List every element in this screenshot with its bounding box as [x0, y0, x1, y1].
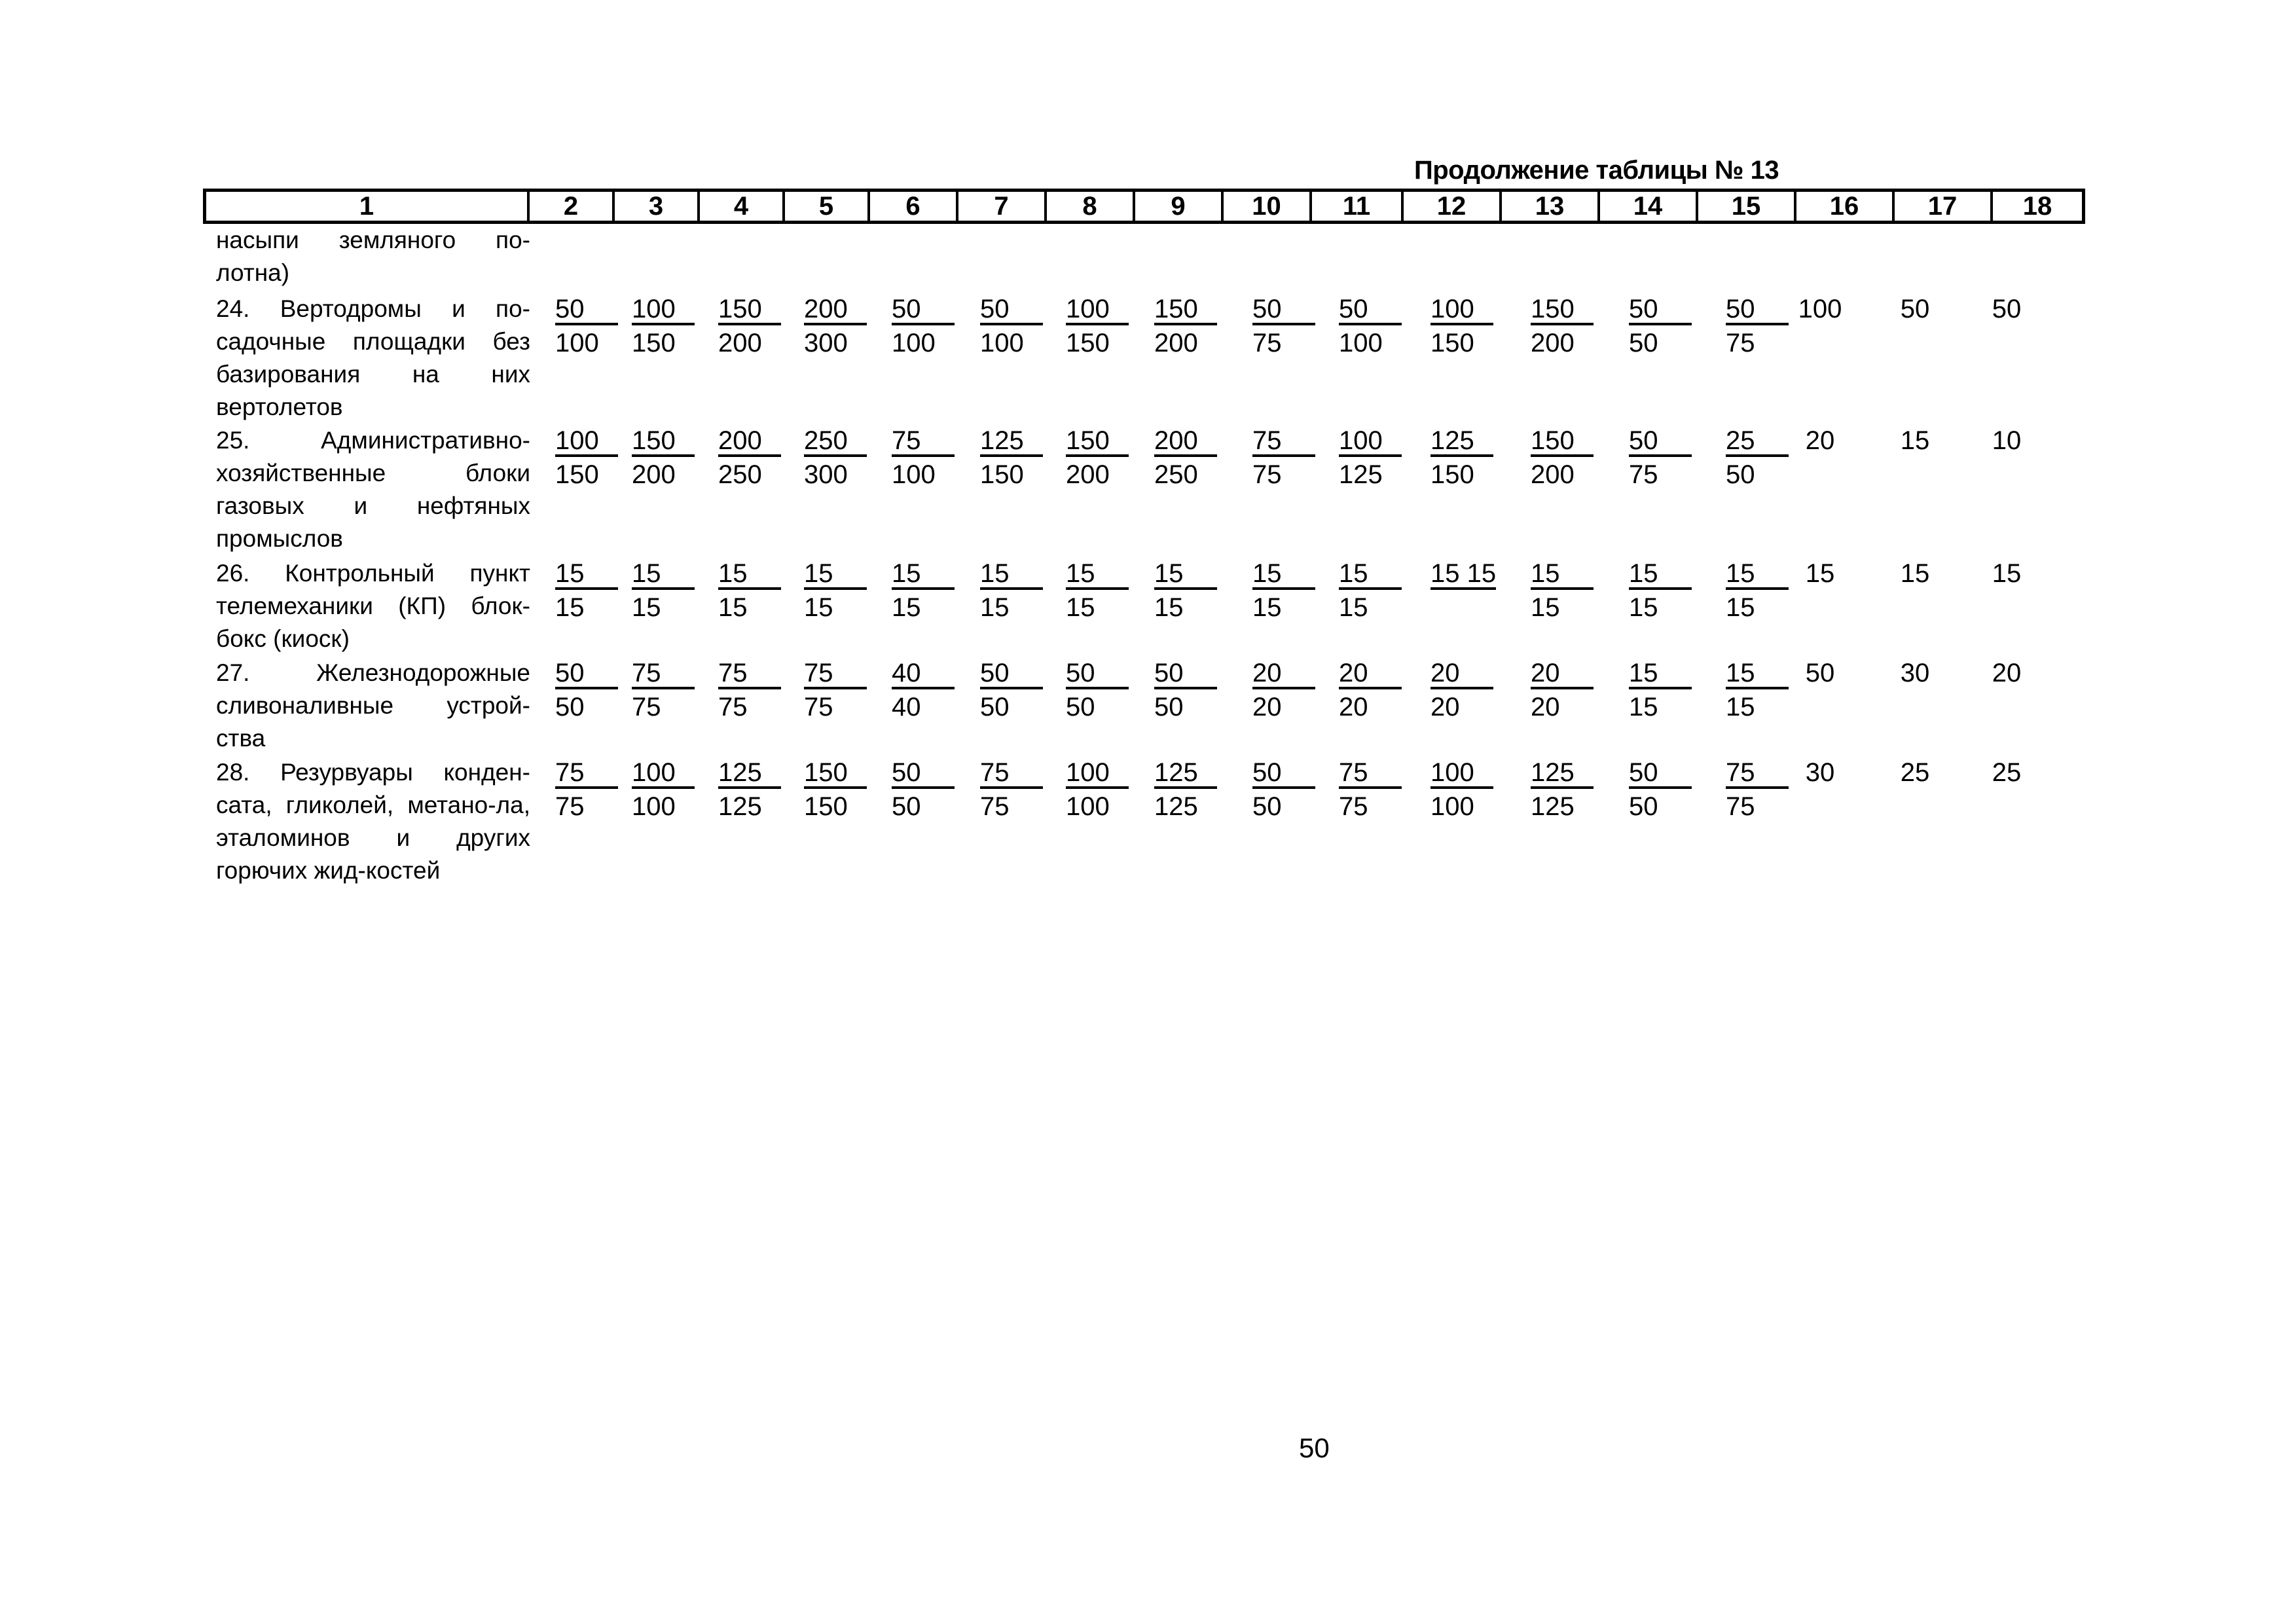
value-cell: 50: [1900, 295, 1930, 323]
fraction-cell: [892, 756, 955, 824]
fraction-cell: [892, 557, 955, 625]
fraction-denominator: 20: [1339, 693, 1368, 721]
fraction-cell: [1629, 424, 1692, 492]
value-cell: 100: [1798, 295, 1842, 323]
fraction-denominator: 125: [1154, 792, 1198, 821]
header-col-13: 13: [1499, 192, 1597, 221]
fraction-numerator: 15: [1339, 560, 1402, 590]
fraction-numerator: 100: [632, 759, 695, 789]
fraction-denominator: 75: [555, 792, 585, 821]
header-col-14: 14: [1597, 192, 1696, 221]
fraction-numerator: 200: [804, 295, 867, 325]
fraction-numerator: 150: [1531, 295, 1594, 325]
fraction-denominator: 75: [980, 792, 1010, 821]
fraction-numerator: 25: [1726, 427, 1789, 457]
value-cell: 30: [1900, 659, 1930, 687]
fraction-numerator: 50: [1252, 295, 1315, 325]
fraction-numerator: 15: [1252, 560, 1315, 590]
fraction-numerator: 50: [1252, 759, 1315, 789]
fraction-numerator: 15: [1531, 560, 1594, 590]
fraction-denominator: 15: [1726, 693, 1755, 721]
fraction-denominator: 200: [1531, 329, 1575, 357]
fraction-denominator: 100: [1430, 792, 1474, 821]
row-label: 26. Контрольный пункт телемеханики (КП) блок-бокс (киоск): [216, 560, 530, 652]
fraction-numerator: 50: [980, 295, 1043, 325]
fraction-cell: [892, 657, 955, 725]
fraction-numerator: 15: [1629, 560, 1692, 590]
fraction-denominator: 150: [555, 460, 599, 489]
value-cell: 15: [1805, 559, 1835, 588]
fraction-cell: [718, 756, 781, 824]
fraction-cell: [1154, 756, 1217, 824]
fraction-cell: [1252, 293, 1315, 361]
fraction-denominator: 75: [804, 693, 833, 721]
continued-row-label: насыпи земляного по-лотна): [216, 227, 530, 286]
fraction-denominator: 100: [555, 329, 599, 357]
fraction-cell: [980, 756, 1043, 824]
fraction-denominator: 15: [632, 593, 661, 622]
fraction-cell: [555, 657, 618, 725]
value-cell: 50: [1992, 295, 2022, 323]
fraction-numerator: 50: [1726, 295, 1789, 325]
header-col-4: 4: [697, 192, 782, 221]
fraction-numerator: 125: [1430, 427, 1493, 457]
fraction-cell: [1726, 557, 1789, 625]
fraction-numerator: 100: [632, 295, 695, 325]
fraction-numerator: 150: [1531, 427, 1594, 457]
fraction-denominator: 50: [980, 693, 1010, 721]
fraction-cell: [1066, 657, 1129, 725]
fraction-numerator: 75: [1339, 759, 1402, 789]
header-col-9: 9: [1133, 192, 1221, 221]
fraction-numerator: 125: [980, 427, 1043, 457]
fraction-cell: [1531, 657, 1594, 725]
fraction-denominator: 100: [892, 329, 936, 357]
value-cell: 15: [1900, 559, 1930, 588]
fraction-cell: [804, 293, 867, 361]
fraction-numerator: 15: [1629, 659, 1692, 689]
fraction-denominator: 200: [1066, 460, 1110, 489]
fraction-cell: [1339, 756, 1402, 824]
fraction-cell: [1154, 424, 1217, 492]
fraction-denominator: 200: [1154, 329, 1198, 357]
fraction-numerator: 100: [1339, 427, 1402, 457]
header-col-7: 7: [956, 192, 1044, 221]
header-col-15: 15: [1696, 192, 1794, 221]
fraction-denominator: 50: [1252, 792, 1282, 821]
fraction-numerator: 100: [1066, 759, 1129, 789]
fraction-numerator: 150: [1154, 295, 1217, 325]
table-header-row: [203, 189, 2085, 224]
fraction-cell: [980, 557, 1043, 625]
fraction-denominator: 150: [632, 329, 676, 357]
fraction-denominator: 20: [1252, 693, 1282, 721]
fraction-numerator: 50: [1339, 295, 1402, 325]
fraction-denominator: 100: [892, 460, 936, 489]
fraction-numerator: 50: [555, 659, 618, 689]
fraction-cell: [804, 657, 867, 725]
fraction-cell: [1629, 557, 1692, 625]
fraction-denominator: 15: [1339, 593, 1368, 622]
value-cell: 30: [1805, 758, 1835, 787]
fraction-denominator: 150: [804, 792, 848, 821]
fraction-denominator: 75: [1629, 460, 1658, 489]
fraction-cell: [1430, 293, 1493, 361]
header-col-11: 11: [1309, 192, 1401, 221]
fraction-cell: [632, 293, 695, 361]
fraction-denominator: 20: [1430, 693, 1460, 721]
fraction-cell: [1430, 557, 1496, 590]
fraction-numerator: 15: [980, 560, 1043, 590]
fraction-numerator: 40: [892, 659, 955, 689]
header-col-1: 1: [359, 192, 374, 221]
fraction-denominator: 15: [1066, 593, 1095, 622]
fraction-denominator: 75: [632, 693, 661, 721]
fraction-cell: [892, 293, 955, 361]
fraction-cell: [632, 424, 695, 492]
fraction-denominator: 50: [1629, 329, 1658, 357]
fraction-numerator: 50: [555, 295, 618, 325]
fraction-denominator: 15: [1629, 593, 1658, 622]
fraction-denominator: 15: [804, 593, 833, 622]
fraction-cell: [1726, 293, 1789, 361]
fraction-denominator: 75: [718, 693, 748, 721]
fraction-cell: [1531, 756, 1594, 824]
fraction-numerator: 20: [1339, 659, 1402, 689]
fraction-numerator: 15: [555, 560, 618, 590]
fraction-cell: [1339, 657, 1402, 725]
fraction-denominator: 125: [718, 792, 762, 821]
fraction-denominator: 75: [1339, 792, 1368, 821]
fraction-numerator: 100: [555, 427, 618, 457]
fraction-cell: [804, 424, 867, 492]
fraction-cell: [632, 756, 695, 824]
fraction-denominator: 150: [1066, 329, 1110, 357]
fraction-numerator: 200: [1154, 427, 1217, 457]
fraction-numerator: 125: [1154, 759, 1217, 789]
fraction-cell: [555, 293, 618, 361]
fraction-cell: [1629, 657, 1692, 725]
fraction-cell: [1531, 293, 1594, 361]
fraction-cell: [1430, 657, 1493, 725]
fraction-numerator: 20: [1252, 659, 1315, 689]
fraction-numerator: 150: [804, 759, 867, 789]
fraction-denominator: 200: [632, 460, 676, 489]
fraction-numerator: 75: [555, 759, 618, 789]
fraction-denominator: 15: [1154, 593, 1184, 622]
fraction-numerator: 75: [980, 759, 1043, 789]
fraction-denominator: 15: [1252, 593, 1282, 622]
value-cell: 25: [1900, 758, 1930, 787]
fraction-cell: [1430, 424, 1493, 492]
fraction-numerator: 100: [1066, 295, 1129, 325]
fraction-cell: [555, 424, 618, 492]
fraction-numerator: 100: [1430, 295, 1493, 325]
fraction-numerator: 125: [1531, 759, 1594, 789]
fraction-denominator: 200: [718, 329, 762, 357]
fraction-numerator: 250: [804, 427, 867, 457]
fraction-numerator: 20: [1430, 659, 1493, 689]
fraction-numerator: 50: [1629, 427, 1692, 457]
fraction-cell: [1154, 657, 1217, 725]
fraction-numerator: 50: [892, 295, 955, 325]
fraction-denominator: 15: [892, 593, 921, 622]
fraction-denominator: 300: [804, 460, 848, 489]
fraction-numerator: 75: [892, 427, 955, 457]
fraction-denominator: 15: [1726, 593, 1755, 622]
fraction-denominator: 50: [892, 792, 921, 821]
fraction-numerator: 15: [1726, 560, 1789, 590]
header-col-2: 2: [527, 192, 612, 221]
value-cell: 20: [1992, 659, 2022, 687]
fraction-denominator: 250: [718, 460, 762, 489]
value-cell: 25: [1992, 758, 2022, 787]
fraction-numerator: 150: [718, 295, 781, 325]
fraction-denominator: 125: [1339, 460, 1383, 489]
fraction-cell: [1252, 424, 1315, 492]
page-number: 50: [1299, 1432, 1330, 1463]
fraction-denominator: 75: [1726, 329, 1755, 357]
fraction-cell: [718, 657, 781, 725]
fraction-numerator: 15: [718, 560, 781, 590]
fraction-cell: [1339, 293, 1402, 361]
fraction-numerator: 15: [632, 560, 695, 590]
row-label: 28. Резурвуары конден-сата, гликолей, метано-ла, эталоминов и других горючих жид-костей: [216, 759, 530, 884]
fraction-cell: [1252, 657, 1315, 725]
fraction-cell: [555, 557, 618, 625]
fraction-cell: [1531, 424, 1594, 492]
fraction-numerator: 50: [1066, 659, 1129, 689]
fraction-cell: [555, 756, 618, 824]
fraction-cell: [632, 557, 695, 625]
fraction-numerator: 50: [892, 759, 955, 789]
fraction-numerator: 15: [1154, 560, 1217, 590]
fraction-cell: [718, 424, 781, 492]
fraction-cell: [804, 557, 867, 625]
fraction-denominator: 250: [1154, 460, 1198, 489]
fraction-cell: [1339, 424, 1402, 492]
fraction-cell: [1531, 557, 1594, 625]
value-cell: 20: [1805, 426, 1835, 455]
value-cell: 15: [1992, 559, 2022, 588]
fraction-denominator: 200: [1531, 460, 1575, 489]
fraction-numerator: 15: [1066, 560, 1129, 590]
fraction-denominator: 300: [804, 329, 848, 357]
fraction-denominator: 100: [1066, 792, 1110, 821]
fraction-denominator: 50: [1726, 460, 1755, 489]
fraction-cell: [980, 424, 1043, 492]
fraction-numerator: 15: [1726, 659, 1789, 689]
fraction-cell: [1339, 557, 1402, 625]
fraction-denominator: 50: [555, 693, 585, 721]
fraction-denominator: 125: [1531, 792, 1575, 821]
header-col-6: 6: [867, 192, 956, 221]
fraction-denominator: 50: [1629, 792, 1658, 821]
fraction-cell: [1066, 424, 1129, 492]
fraction-denominator: 100: [632, 792, 676, 821]
fraction-numerator: 15: [892, 560, 955, 590]
header-col-8: 8: [1044, 192, 1133, 221]
header-col-10: 10: [1221, 192, 1309, 221]
fraction-cell: [632, 657, 695, 725]
fraction-cell: [1726, 756, 1789, 824]
fraction-denominator: 100: [1339, 329, 1383, 357]
fraction-numerator: 50: [1629, 295, 1692, 325]
header-col-3: 3: [612, 192, 697, 221]
fraction-cell: [980, 657, 1043, 725]
header-col-12: 12: [1401, 192, 1499, 221]
fraction-denominator: 15: [718, 593, 748, 622]
fraction-denominator: 15: [1629, 693, 1658, 721]
fraction-numerator: 50: [980, 659, 1043, 689]
fraction-denominator: 40: [892, 693, 921, 721]
fraction-denominator: 75: [1252, 329, 1282, 357]
fraction-cell: [1066, 557, 1129, 625]
row-label: 25. Административно-хозяйственные блоки газовых и нефтяных промыслов: [216, 427, 530, 552]
fraction-numerator: 150: [1066, 427, 1129, 457]
fraction-cell: [1154, 557, 1217, 625]
fraction-cell: [1629, 293, 1692, 361]
fraction-cell: [1154, 293, 1217, 361]
fraction-cell: [804, 756, 867, 824]
fraction-denominator: 75: [1726, 792, 1755, 821]
fraction-numerator: 200: [718, 427, 781, 457]
fraction-denominator: 150: [980, 460, 1024, 489]
fraction-numerator: 75: [632, 659, 695, 689]
fraction-cell: [1629, 756, 1692, 824]
fraction-denominator: 75: [1252, 460, 1282, 489]
fraction-cell: [980, 293, 1043, 361]
fraction-denominator: 150: [1430, 329, 1474, 357]
fraction-cell: [1430, 756, 1493, 824]
fraction-cell: [718, 293, 781, 361]
fraction-denominator: 15: [555, 593, 585, 622]
row-label: 27. Железнодорожные сливоналивные устрой-ства: [216, 659, 530, 752]
fraction-numerator: 75: [1252, 427, 1315, 457]
fraction-cell: [1726, 657, 1789, 725]
header-col-18: 18: [1990, 192, 2082, 221]
value-cell: 15: [1900, 426, 1930, 455]
fraction-numerator: 50: [1629, 759, 1692, 789]
fraction-numerator: 150: [632, 427, 695, 457]
header-col-17: 17: [1892, 192, 1990, 221]
fraction-denominator: 150: [1430, 460, 1474, 489]
header-col-5: 5: [782, 192, 867, 221]
table-continuation-caption: Продолжение таблицы № 13: [1414, 156, 1779, 185]
fraction-numerator: 125: [718, 759, 781, 789]
fraction-numerator: 15 15: [1430, 560, 1496, 590]
fraction-denominator: 50: [1154, 693, 1184, 721]
fraction-numerator: 15: [804, 560, 867, 590]
header-col-16: 16: [1794, 192, 1892, 221]
fraction-cell: [1252, 557, 1315, 625]
value-cell: 10: [1992, 426, 2022, 455]
fraction-denominator: 50: [1066, 693, 1095, 721]
fraction-cell: [892, 424, 955, 492]
fraction-cell: [1066, 756, 1129, 824]
fraction-cell: [1066, 293, 1129, 361]
fraction-numerator: 100: [1430, 759, 1493, 789]
fraction-numerator: 75: [804, 659, 867, 689]
fraction-denominator: 15: [1531, 593, 1560, 622]
fraction-cell: [718, 557, 781, 625]
fraction-cell: [1252, 756, 1315, 824]
value-cell: 50: [1805, 659, 1835, 687]
fraction-numerator: 75: [718, 659, 781, 689]
row-label: 24. Вертодромы и по-садочные площадки без базирования на них вертолетов: [216, 295, 530, 420]
fraction-denominator: 15: [980, 593, 1010, 622]
fraction-cell: [1726, 424, 1789, 492]
fraction-numerator: 20: [1531, 659, 1594, 689]
fraction-numerator: 75: [1726, 759, 1789, 789]
fraction-denominator: 20: [1531, 693, 1560, 721]
fraction-denominator: 100: [980, 329, 1024, 357]
fraction-numerator: 50: [1154, 659, 1217, 689]
